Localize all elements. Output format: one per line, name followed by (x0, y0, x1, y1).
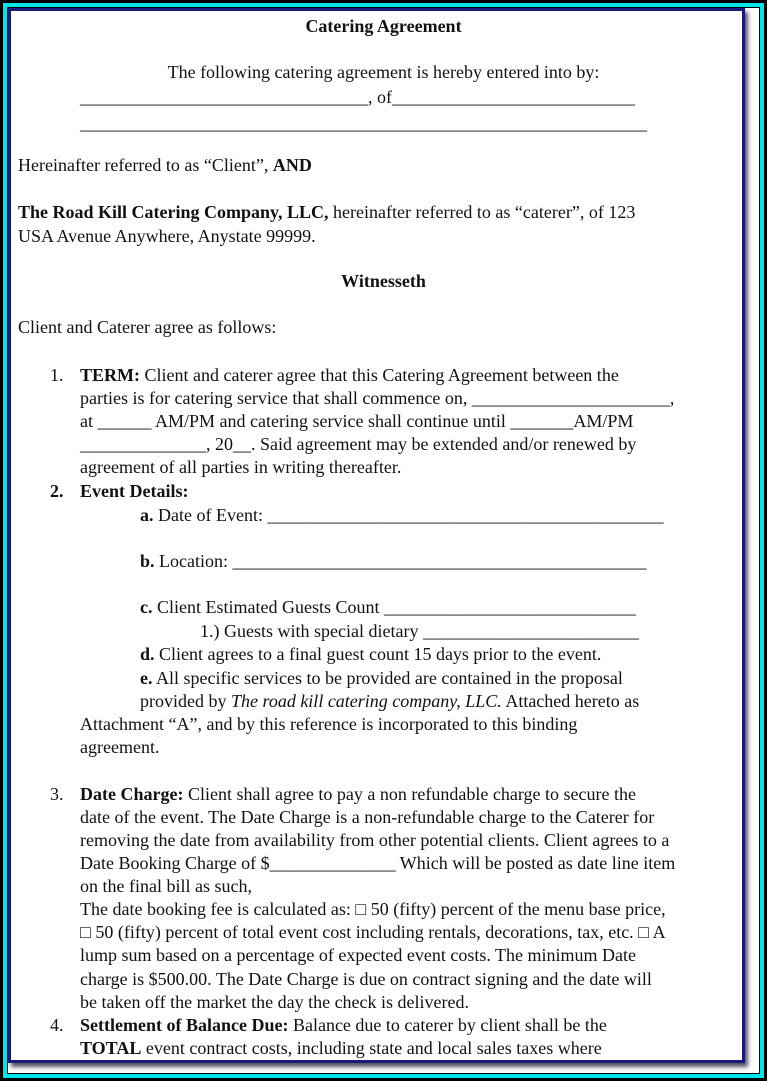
text-line (18, 225, 316, 247)
text-line (140, 690, 639, 712)
text-line (80, 364, 619, 386)
text-segment: USA Avenue Anywhere, Anystate 99999. (18, 226, 316, 246)
text-line (80, 713, 577, 735)
text-segment: e. (140, 668, 153, 688)
text-segment: Client Estimated Guests Count ____________________________ (152, 597, 636, 617)
text-segment: agreement. (80, 737, 160, 757)
text-line (50, 783, 64, 805)
text-segment: provided by (140, 691, 231, 711)
text-line (50, 1014, 64, 1036)
text-segment: removing the date from availability from other potential clients. Client agrees to a (80, 830, 670, 850)
text-segment: Attachment “A”, and by this reference is incorporated to this binding (80, 714, 578, 734)
text-segment: □ 50 (fifty) percent of total event cost including rentals, decorations, tax, etc. □ A (80, 922, 666, 942)
text-segment: Settlement of Balance Due: (80, 1015, 289, 1035)
text-segment: date of the event. The Date Charge is a non-refundable charge to the Caterer for (80, 807, 655, 827)
text-segment: Witnesseth (341, 271, 426, 291)
text-segment: Catering Agreement (305, 16, 462, 36)
text-line (18, 154, 312, 176)
text-segment: Client and caterer agree that this Catering Agreement between the (140, 365, 619, 385)
text-line (80, 898, 666, 920)
text-segment: Date of Event: ____________________________________________ (153, 505, 664, 525)
text-segment: Hereinafter referred to as “Client”, (18, 155, 273, 175)
text-line (80, 852, 675, 874)
text-segment: ________________________________, of___________________________ (80, 87, 635, 107)
text-line (80, 1014, 607, 1036)
text-line (80, 736, 159, 758)
text-segment: Event Details: (80, 481, 189, 501)
text-line (140, 596, 636, 618)
text-segment: Client shall agree to pay a non refundable charge to secure the (183, 784, 636, 804)
document-title (0, 15, 767, 37)
text-segment: TOTAL (80, 1038, 142, 1058)
text-line (80, 480, 188, 502)
text-segment: TERM: (80, 365, 140, 385)
text-segment: 2. (50, 481, 64, 501)
text-segment: All specific services to be provided are contained in the proposal (152, 668, 623, 688)
text-line (80, 829, 669, 851)
text-line (50, 480, 64, 502)
text-segment: Location: ______________________________________________ (154, 551, 647, 571)
text-line (80, 806, 654, 828)
text-line (80, 86, 635, 108)
text-line (140, 550, 647, 572)
text-segment: Client and Caterer agree as follows: (18, 317, 277, 337)
text-segment: 1.) Guests with special dietary ________________________ (200, 621, 639, 641)
text-segment: Attached hereto as (501, 691, 640, 711)
text-segment: agreement of all parties in writing thereafter. (80, 457, 402, 477)
text-segment: parties is for catering service that shall commence on, ______________________, (80, 388, 675, 408)
text-segment: 1. (50, 365, 64, 385)
text-segment: Date Booking Charge of $______________ Which will be posted as date line item (80, 853, 676, 873)
text-segment: at ______ AM/PM and catering service shall continue until _______AM/PM (80, 411, 634, 431)
text-line (18, 316, 276, 338)
text-segment: 4. (50, 1015, 64, 1035)
text-line (140, 504, 663, 526)
text-segment: The date booking fee is calculated as: □ 50 (fifty) percent of the menu base price, (80, 899, 666, 919)
text-line (140, 667, 623, 689)
text-segment: The Road Kill Catering Company, LLC, (18, 202, 329, 222)
text-segment: Balance due to caterer by client shall be the (288, 1015, 607, 1035)
text-segment: hereinafter referred to as “caterer”, of 123 (328, 202, 636, 222)
text-line (80, 1037, 602, 1059)
text-line (80, 921, 666, 943)
text-line (0, 61, 767, 83)
text-segment: AND (272, 155, 312, 175)
text-line (80, 456, 401, 478)
text-line (200, 620, 639, 642)
text-line (80, 433, 636, 455)
text-line (18, 201, 635, 223)
text-segment: The following catering agreement is hereby entered into by: (167, 62, 600, 82)
text-segment: _______________________________________________________________ (80, 113, 647, 133)
text-segment: lump sum based on a percentage of expected event costs. The minimum Date (80, 945, 636, 965)
text-line (50, 364, 64, 386)
text-line (0, 270, 767, 292)
text-segment: a. (140, 505, 154, 525)
text-segment: event contract costs, including state and local sales taxes where (141, 1038, 602, 1058)
text-line (80, 410, 633, 432)
text-line (80, 968, 652, 990)
text-line (80, 783, 636, 805)
text-segment: charge is $500.00. The Date Charge is due on contract signing and the date will (80, 969, 652, 989)
text-line (80, 112, 647, 134)
text-line (140, 643, 601, 665)
text-segment: Date Charge: (80, 784, 184, 804)
text-segment: b. (140, 551, 155, 571)
text-segment: 3. (50, 784, 64, 804)
text-segment: be taken off the market the day the check is delivered. (80, 992, 470, 1012)
text-segment: c. (140, 597, 153, 617)
text-segment: on the final bill as such, (80, 876, 252, 896)
text-line (80, 387, 674, 409)
text-line (80, 944, 636, 966)
text-segment: ______________, 20__. Said agreement may be extended and/or renewed by (80, 434, 637, 454)
text-segment: Client agrees to a final guest count 15 days prior to the event. (154, 644, 602, 664)
text-segment: d. (140, 644, 155, 664)
text-line (80, 991, 469, 1013)
text-line (80, 875, 252, 897)
text-segment: The road kill catering company, LLC. (230, 691, 502, 711)
